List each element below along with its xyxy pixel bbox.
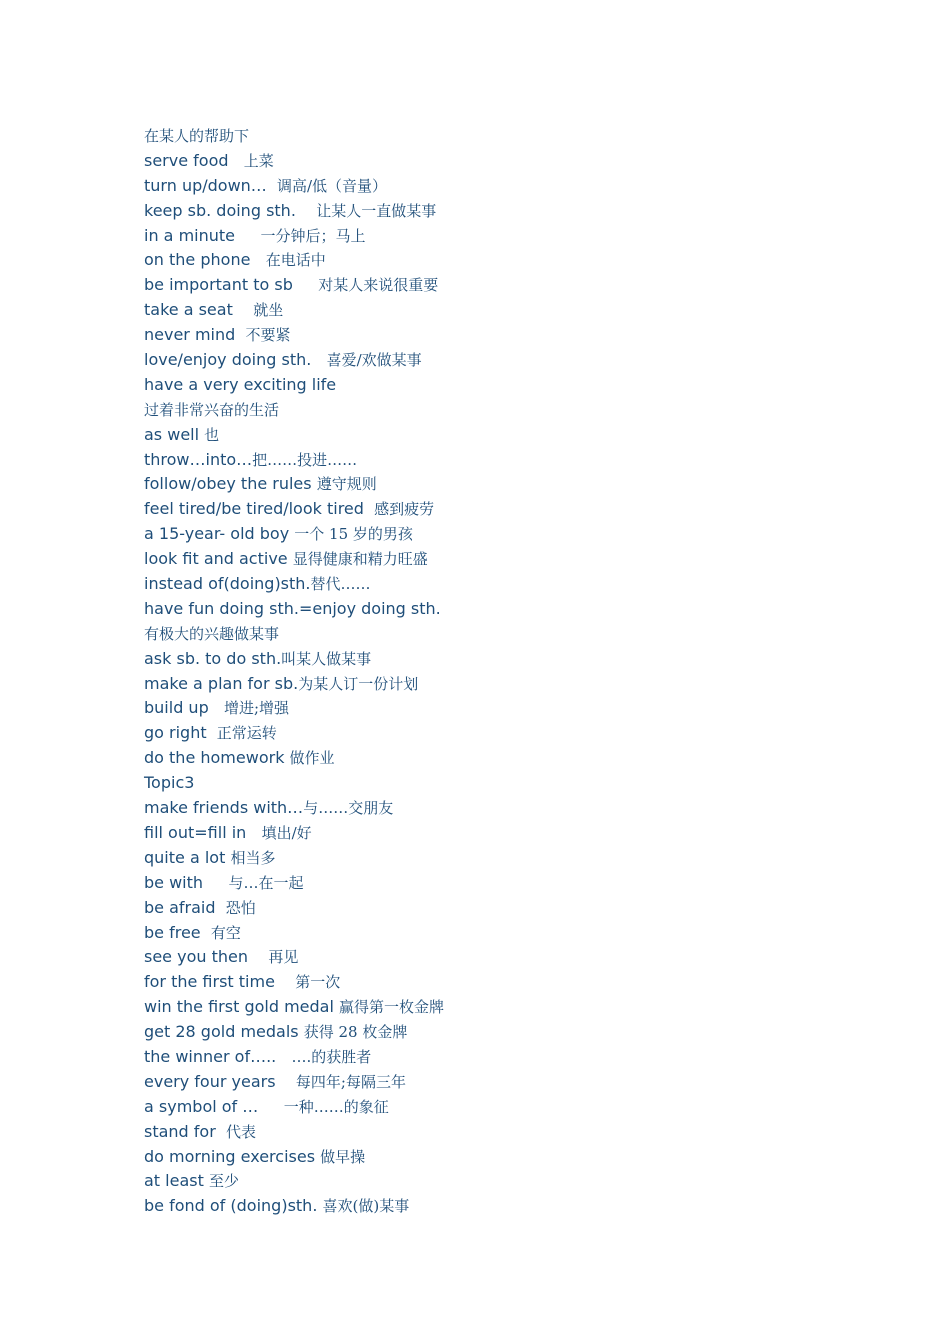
phrase-gap — [203, 873, 228, 892]
english-phrase: Topic3 — [144, 773, 195, 793]
vocab-line — [144, 149, 864, 174]
english-phrase: have a very exciting life — [144, 374, 337, 394]
english-phrase: turn up/down… — [144, 175, 267, 195]
vocab-line — [144, 1095, 864, 1120]
vocab-line — [144, 273, 864, 298]
vocab-line — [144, 597, 864, 622]
english-phrase: be free — [144, 922, 201, 942]
chinese-translation: 遵守规则 — [316, 475, 377, 494]
vocab-line — [144, 248, 864, 273]
english-phrase: the winner of….. — [144, 1046, 277, 1066]
vocab-line — [144, 423, 864, 448]
english-phrase: for the first time — [144, 972, 275, 992]
chinese-translation: 第一次 — [295, 973, 341, 992]
chinese-translation: 再见 — [268, 948, 299, 967]
vocab-line — [144, 472, 864, 497]
vocab-line — [144, 771, 864, 796]
vocab-line — [144, 497, 864, 522]
phrase-gap — [293, 275, 318, 294]
english-phrase: win the first gold medal — [144, 997, 334, 1017]
english-phrase: at least — [144, 1171, 204, 1191]
english-phrase: every four years — [144, 1071, 276, 1091]
phrase-gap — [311, 350, 326, 369]
vocab-line — [144, 672, 864, 697]
phrase-gap — [246, 823, 261, 842]
chinese-translation: 叫某人做某事 — [281, 649, 372, 668]
phrase-gap — [229, 151, 244, 170]
vocab-line — [144, 124, 864, 149]
english-phrase: quite a lot — [144, 847, 226, 867]
chinese-translation: 有极大的兴趣做某事 — [144, 624, 280, 643]
chinese-translation: 做早操 — [320, 1147, 366, 1166]
chinese-translation: 一分钟后；马上 — [260, 226, 366, 245]
vocab-line — [144, 796, 864, 821]
vocab-line — [144, 224, 864, 249]
chinese-translation: 不要紧 — [245, 326, 291, 345]
vocab-line — [144, 348, 864, 373]
phrase-gap — [235, 226, 260, 245]
chinese-translation: 增进;增强 — [224, 699, 290, 718]
document-body — [144, 124, 864, 1219]
phrase-gap — [250, 250, 265, 269]
english-phrase: see you then — [144, 947, 248, 967]
english-phrase: follow/obey the rules — [144, 474, 312, 494]
chinese-translation: 喜欢(做)某事 — [322, 1197, 410, 1216]
phrase-gap — [201, 923, 211, 942]
phrase-gap — [267, 176, 277, 195]
vocab-line — [144, 871, 864, 896]
english-phrase: in a minute — [144, 225, 235, 245]
phrase-gap — [276, 1072, 296, 1091]
chinese-translation: 与……交朋友 — [303, 799, 394, 818]
chinese-translation: 有空 — [210, 923, 241, 942]
vocab-line — [144, 746, 864, 771]
chinese-translation: 填出/好 — [261, 823, 312, 842]
vocab-line — [144, 945, 864, 970]
vocab-line — [144, 696, 864, 721]
phrase-gap — [364, 499, 374, 518]
english-phrase: throw…into… — [144, 449, 253, 469]
english-phrase: love/enjoy doing sth. — [144, 350, 312, 370]
chinese-translation: 在某人的帮助下 — [144, 127, 250, 145]
phrase-gap — [275, 972, 295, 991]
vocab-line — [144, 821, 864, 846]
vocab-line — [144, 846, 864, 871]
vocab-line — [144, 199, 864, 224]
english-phrase: as well — [144, 424, 200, 444]
vocab-line — [144, 522, 864, 547]
english-phrase: do the homework — [144, 748, 285, 768]
english-phrase: never mind — [144, 325, 236, 345]
chinese-translation: 显得健康和精力旺盛 — [292, 550, 428, 569]
chinese-translation: 与…在一起 — [228, 873, 304, 892]
english-phrase: have fun doing sth.=enjoy doing sth. — [144, 598, 441, 618]
vocab-line — [144, 298, 864, 323]
chinese-translation: 每四年;每隔三年 — [295, 1072, 406, 1091]
chinese-translation: 为某人订一份计划 — [298, 674, 419, 693]
chinese-translation: 上菜 — [243, 151, 274, 170]
english-phrase: a symbol of … — [144, 1096, 259, 1116]
english-phrase: ask sb. to do sth. — [144, 648, 282, 668]
vocab-line — [144, 572, 864, 597]
english-phrase: take a seat — [144, 300, 233, 320]
chinese-translation: 把……投进…… — [252, 450, 358, 469]
english-phrase: make a plan for sb. — [144, 673, 299, 693]
chinese-translation: 相当多 — [230, 848, 276, 867]
english-phrase: be fond of (doing)sth. — [144, 1196, 318, 1216]
english-phrase: do morning exercises — [144, 1146, 316, 1166]
english-phrase: go right — [144, 723, 207, 743]
english-phrase: keep sb. doing sth. — [144, 200, 296, 220]
english-phrase: fill out=fill in — [144, 822, 247, 842]
english-phrase: serve food — [144, 150, 229, 170]
vocab-line — [144, 1169, 864, 1194]
english-phrase: make friends with… — [144, 798, 304, 818]
chinese-translation: 在电话中 — [265, 251, 326, 270]
phrase-gap — [209, 698, 224, 717]
vocab-line — [144, 398, 864, 423]
chinese-translation: 一种……的象征 — [283, 1097, 389, 1116]
vocab-line — [144, 647, 864, 672]
phrase-gap — [296, 201, 316, 220]
chinese-translation: 代表 — [225, 1122, 256, 1141]
english-phrase: instead of(doing)sth. — [144, 574, 311, 594]
chinese-translation: ….的获胜者 — [291, 1047, 372, 1066]
phrase-gap — [235, 325, 245, 344]
chinese-translation: 也 — [204, 425, 220, 444]
vocab-line — [144, 896, 864, 921]
vocab-line — [144, 970, 864, 995]
chinese-translation: 让某人一直做某事 — [316, 201, 437, 220]
phrase-gap — [233, 300, 253, 319]
chinese-translation: 对某人来说很重要 — [318, 276, 439, 295]
vocab-line — [144, 921, 864, 946]
chinese-translation: 替代…… — [310, 575, 371, 594]
english-phrase: look fit and active — [144, 549, 288, 569]
chinese-translation: 恐怕 — [225, 898, 256, 917]
vocab-line — [144, 995, 864, 1020]
chinese-translation: 做作业 — [289, 749, 335, 768]
chinese-translation: 至少 — [208, 1172, 239, 1191]
vocab-line — [144, 1120, 864, 1145]
english-phrase: build up — [144, 698, 209, 718]
vocab-line — [144, 1145, 864, 1170]
english-phrase: feel tired/be tired/look tired — [144, 499, 364, 519]
vocab-line — [144, 174, 864, 199]
vocab-line — [144, 1070, 864, 1095]
vocab-line — [144, 1020, 864, 1045]
english-phrase: be important to sb — [144, 275, 293, 295]
vocab-line — [144, 1045, 864, 1070]
english-phrase: on the phone — [144, 250, 251, 270]
chinese-translation: 获得 28 枚金牌 — [303, 1023, 408, 1042]
english-phrase: a 15-year- old boy — [144, 524, 290, 544]
chinese-translation: 就坐 — [253, 301, 284, 320]
vocab-line — [144, 721, 864, 746]
chinese-translation: 感到疲劳 — [374, 500, 435, 519]
english-phrase: stand for — [144, 1121, 216, 1141]
vocab-line — [144, 448, 864, 473]
chinese-translation: 调高/低（音量） — [276, 176, 388, 195]
phrase-gap — [248, 947, 268, 966]
chinese-translation: 赢得第一枚金牌 — [339, 998, 445, 1017]
english-phrase: be with — [144, 872, 204, 892]
phrase-gap — [258, 1097, 283, 1116]
vocab-line — [144, 547, 864, 572]
phrase-gap — [207, 723, 217, 742]
chinese-translation: 过着非常兴奋的生活 — [144, 400, 280, 419]
chinese-translation: 一个 15 岁的男孩 — [294, 525, 413, 544]
english-phrase: be afraid — [144, 897, 216, 917]
phrase-gap — [216, 1122, 226, 1141]
vocab-line — [144, 373, 864, 398]
chinese-translation: 喜爱/欢做某事 — [326, 351, 422, 370]
chinese-translation: 正常运转 — [216, 724, 277, 743]
phrase-gap — [276, 1047, 291, 1066]
vocab-line — [144, 323, 864, 348]
phrase-gap — [216, 898, 226, 917]
vocab-line — [144, 1194, 864, 1219]
english-phrase: get 28 gold medals — [144, 1022, 299, 1042]
vocab-line — [144, 622, 864, 647]
